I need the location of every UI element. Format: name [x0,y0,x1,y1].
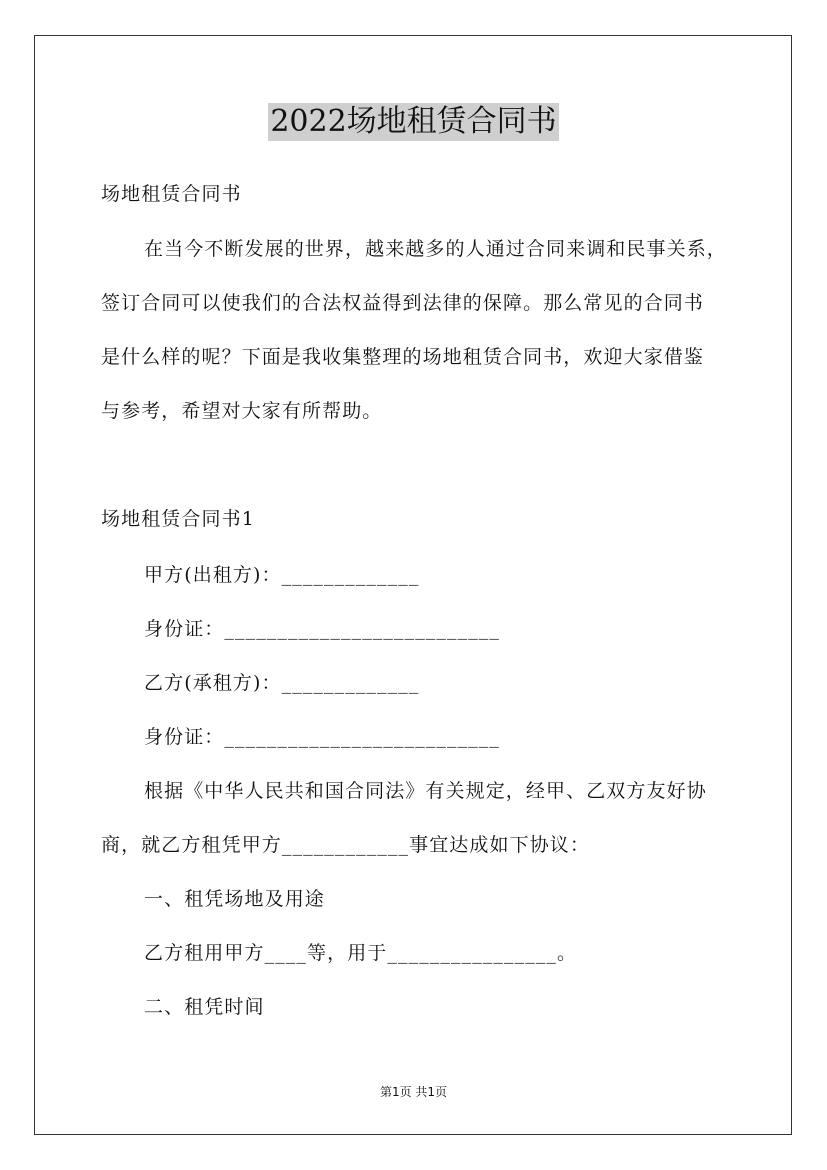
party-b-id-field: 身份证：__________________________ [144,726,500,748]
page-footer: 第1页 共1页 [379,1085,448,1099]
paragraph-line: 商，就乙方租凭甲方____________事宜达成如下协议： [101,834,591,856]
title-container [0,103,827,141]
paragraph-line: 根据《中华人民共和国合同法》有关规定，经甲、乙双方友好协 [144,780,707,802]
paragraph-line: 是什么样的呢？下面是我收集整理的场地租赁合同书，欢迎大家借鉴 [101,346,705,368]
party-a-field: 甲方(出租方)：_____________ [144,564,420,586]
clause-heading: 一、租凭场地及用途 [144,888,325,910]
paragraph-line: 在当今不断发展的世界，越来越多的人通过合同来调和民事关系， [144,238,727,260]
party-a-id-field: 身份证：__________________________ [144,618,500,640]
document-title: 2022场地租赁合同书 [270,104,557,139]
section-heading: 场地租赁合同书 [101,183,242,205]
contract-heading: 场地租赁合同书1 [101,508,255,530]
party-b-field: 乙方(承租方)：_____________ [144,672,420,694]
paragraph-line: 签订合同可以使我们的合法权益得到法律的保障。那么常见的合同书 [101,292,705,314]
paragraph-line: 乙方租用甲方____等，用于________________。 [144,942,578,964]
paragraph-line: 与参考，希望对大家有所帮助。 [101,400,383,422]
clause-heading: 二、租凭时间 [144,996,265,1018]
